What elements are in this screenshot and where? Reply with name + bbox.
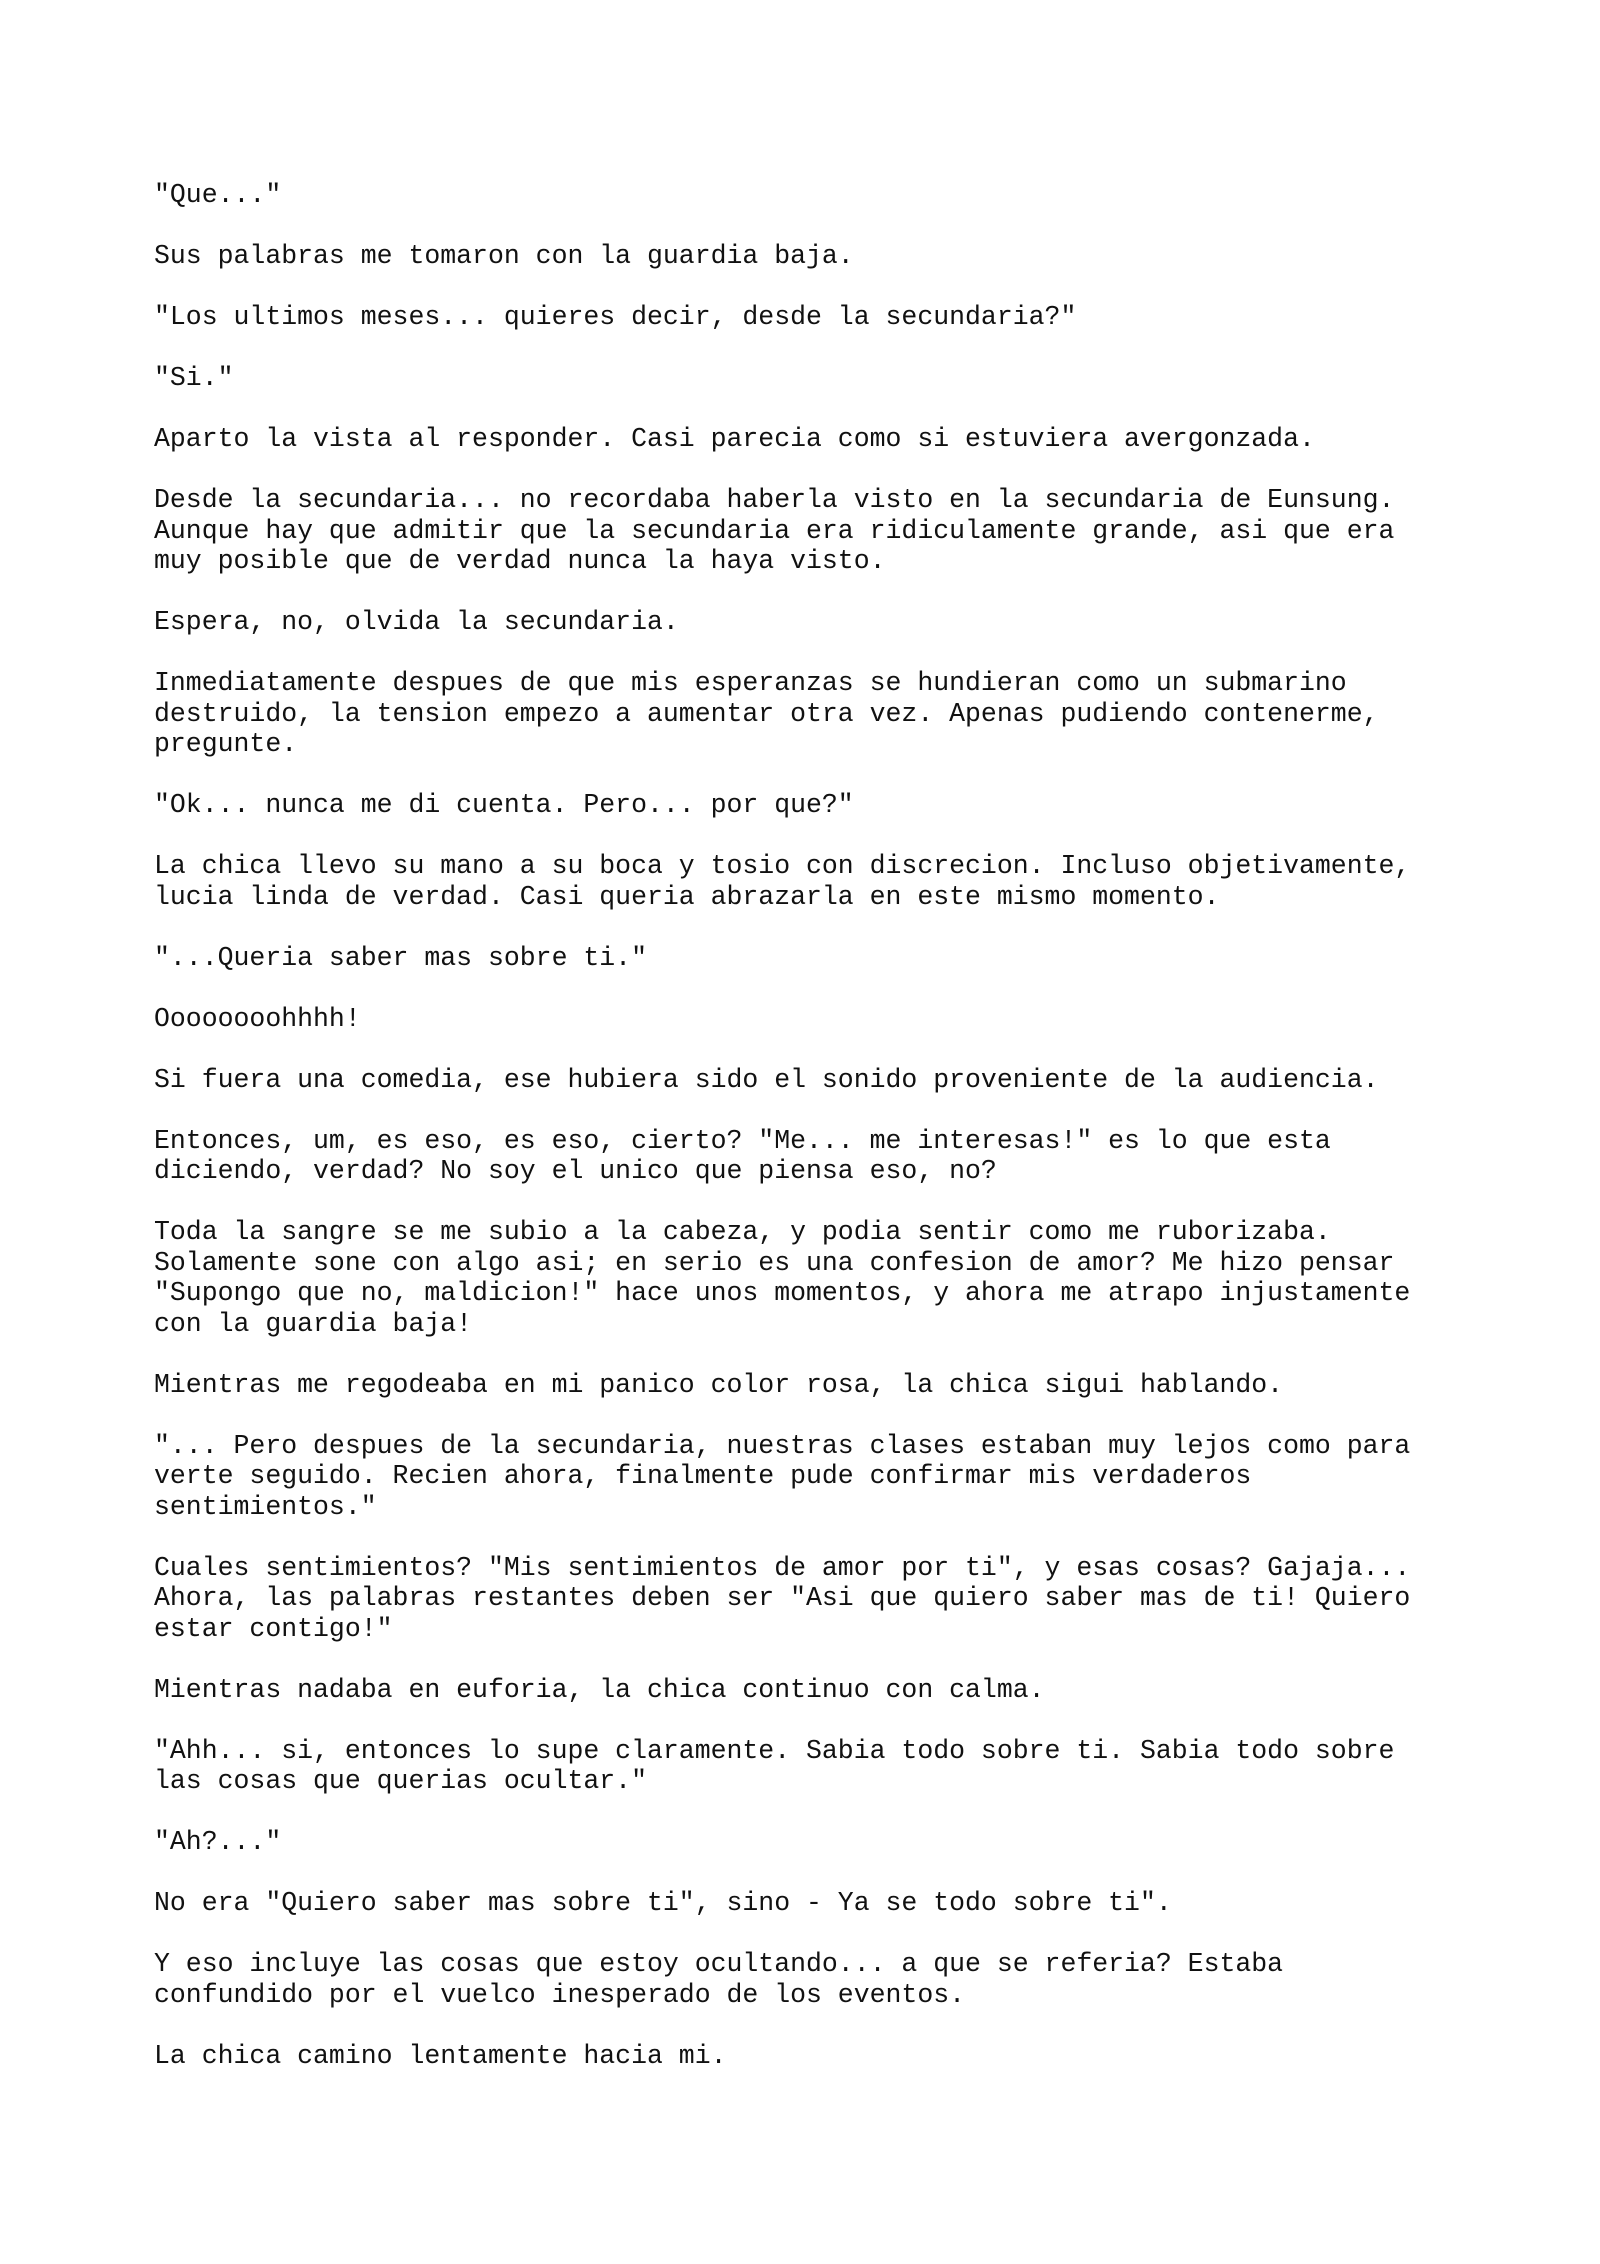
paragraph: Aparto la vista al responder. Casi parecia como si estuviera avergonzada. [154,424,1315,454]
paragraph: "Los ultimos meses... quieres decir, desde la secundaria?" [154,302,1077,332]
paragraph: Sus palabras me tomaron con la guardia baja. [154,241,854,271]
paragraph: Si fuera una comedia, ese hubiera sido el sonido proveniente de la audiencia. [154,1064,1379,1095]
paragraph: "...Queria saber mas sobre ti." [154,942,647,973]
paragraph: La chica camino lentamente hacia mi. [154,2040,727,2071]
paragraph: Inmediatamente despues de que mis esperanzas se hundieran como un submarino destruido, la tension empezo a aumentar otra vez. Apenas pudiendo contenerme, pregunte. [154,668,1379,759]
document-page [154,180,1454,2102]
paragraph: Espera, no, olvida la secundaria. [154,607,679,637]
paragraph: Mientras me regodeaba en mi panico color rosa, la chica sigui hablando. [154,1369,1284,1400]
paragraph: "Que..." [154,180,282,210]
paragraph: "Si." [154,363,234,393]
paragraph: Oooooooohhhh! [154,1003,361,1034]
paragraph: Mientras nadaba en euforia, la chica continuo con calma. [154,1674,1045,1705]
paragraph: Y eso incluye las cosas que estoy ocultando... a que se referia? Estaba confundido por el vuelco inesperado de los eventos. [154,1949,1284,2010]
paragraph: "Ahh... si, entonces lo supe claramente. Sabia todo sobre ti. Sabia todo sobre las cosas que querias ocultar." [154,1735,1395,1796]
paragraph: "Ok... nunca me di cuenta. Pero... por que?" [154,790,854,820]
paragraph: Entonces, um, es eso, es eso, cierto? "Me... me interesas!" es lo que esta diciendo, verdad? No soy el unico que piensa eso, no? [154,1125,1331,1186]
paragraph: La chica llevo su mano a su boca y tosio con discrecion. Incluso objetivamente, lucia linda de verdad. Casi queria abrazarla en este mismo momento. [154,851,1411,912]
paragraph: Toda la sangre se me subio a la cabeza, y podia sentir como me ruborizaba. Solamente sone con algo asi; en serio es una confesion de amor? Me hizo pensar "Supongo que no, maldicion!" hace unos momentos, y ahora me atrapo injustamente con la guardia baja! [154,1217,1411,1339]
paragraph: "... Pero despues de la secundaria, nuestras clases estaban muy lejos como para verte seguido. Recien ahora, finalmente pude confirmar mis verdaderos sentimientos." [154,1430,1411,1522]
paragraph: "Ah?..." [154,1827,282,1857]
paragraph: No era "Quiero saber mas sobre ti", sino - Ya se todo sobre ti". [154,1888,1172,1918]
paragraph: Desde la secundaria... no recordaba haberla visto en la secundaria de Eunsung. Aunque hay que admitir que la secundaria era ridiculamente grande, asi que era muy posible que de verdad nunca la haya visto. [154,485,1395,576]
paragraph: Cuales sentimientos? "Mis sentimientos de amor por ti", y esas cosas? Gajaja... Ahora, las palabras restantes deben ser "Asi que quiero saber mas de ti! Quiero estar contigo!" [154,1552,1411,1644]
